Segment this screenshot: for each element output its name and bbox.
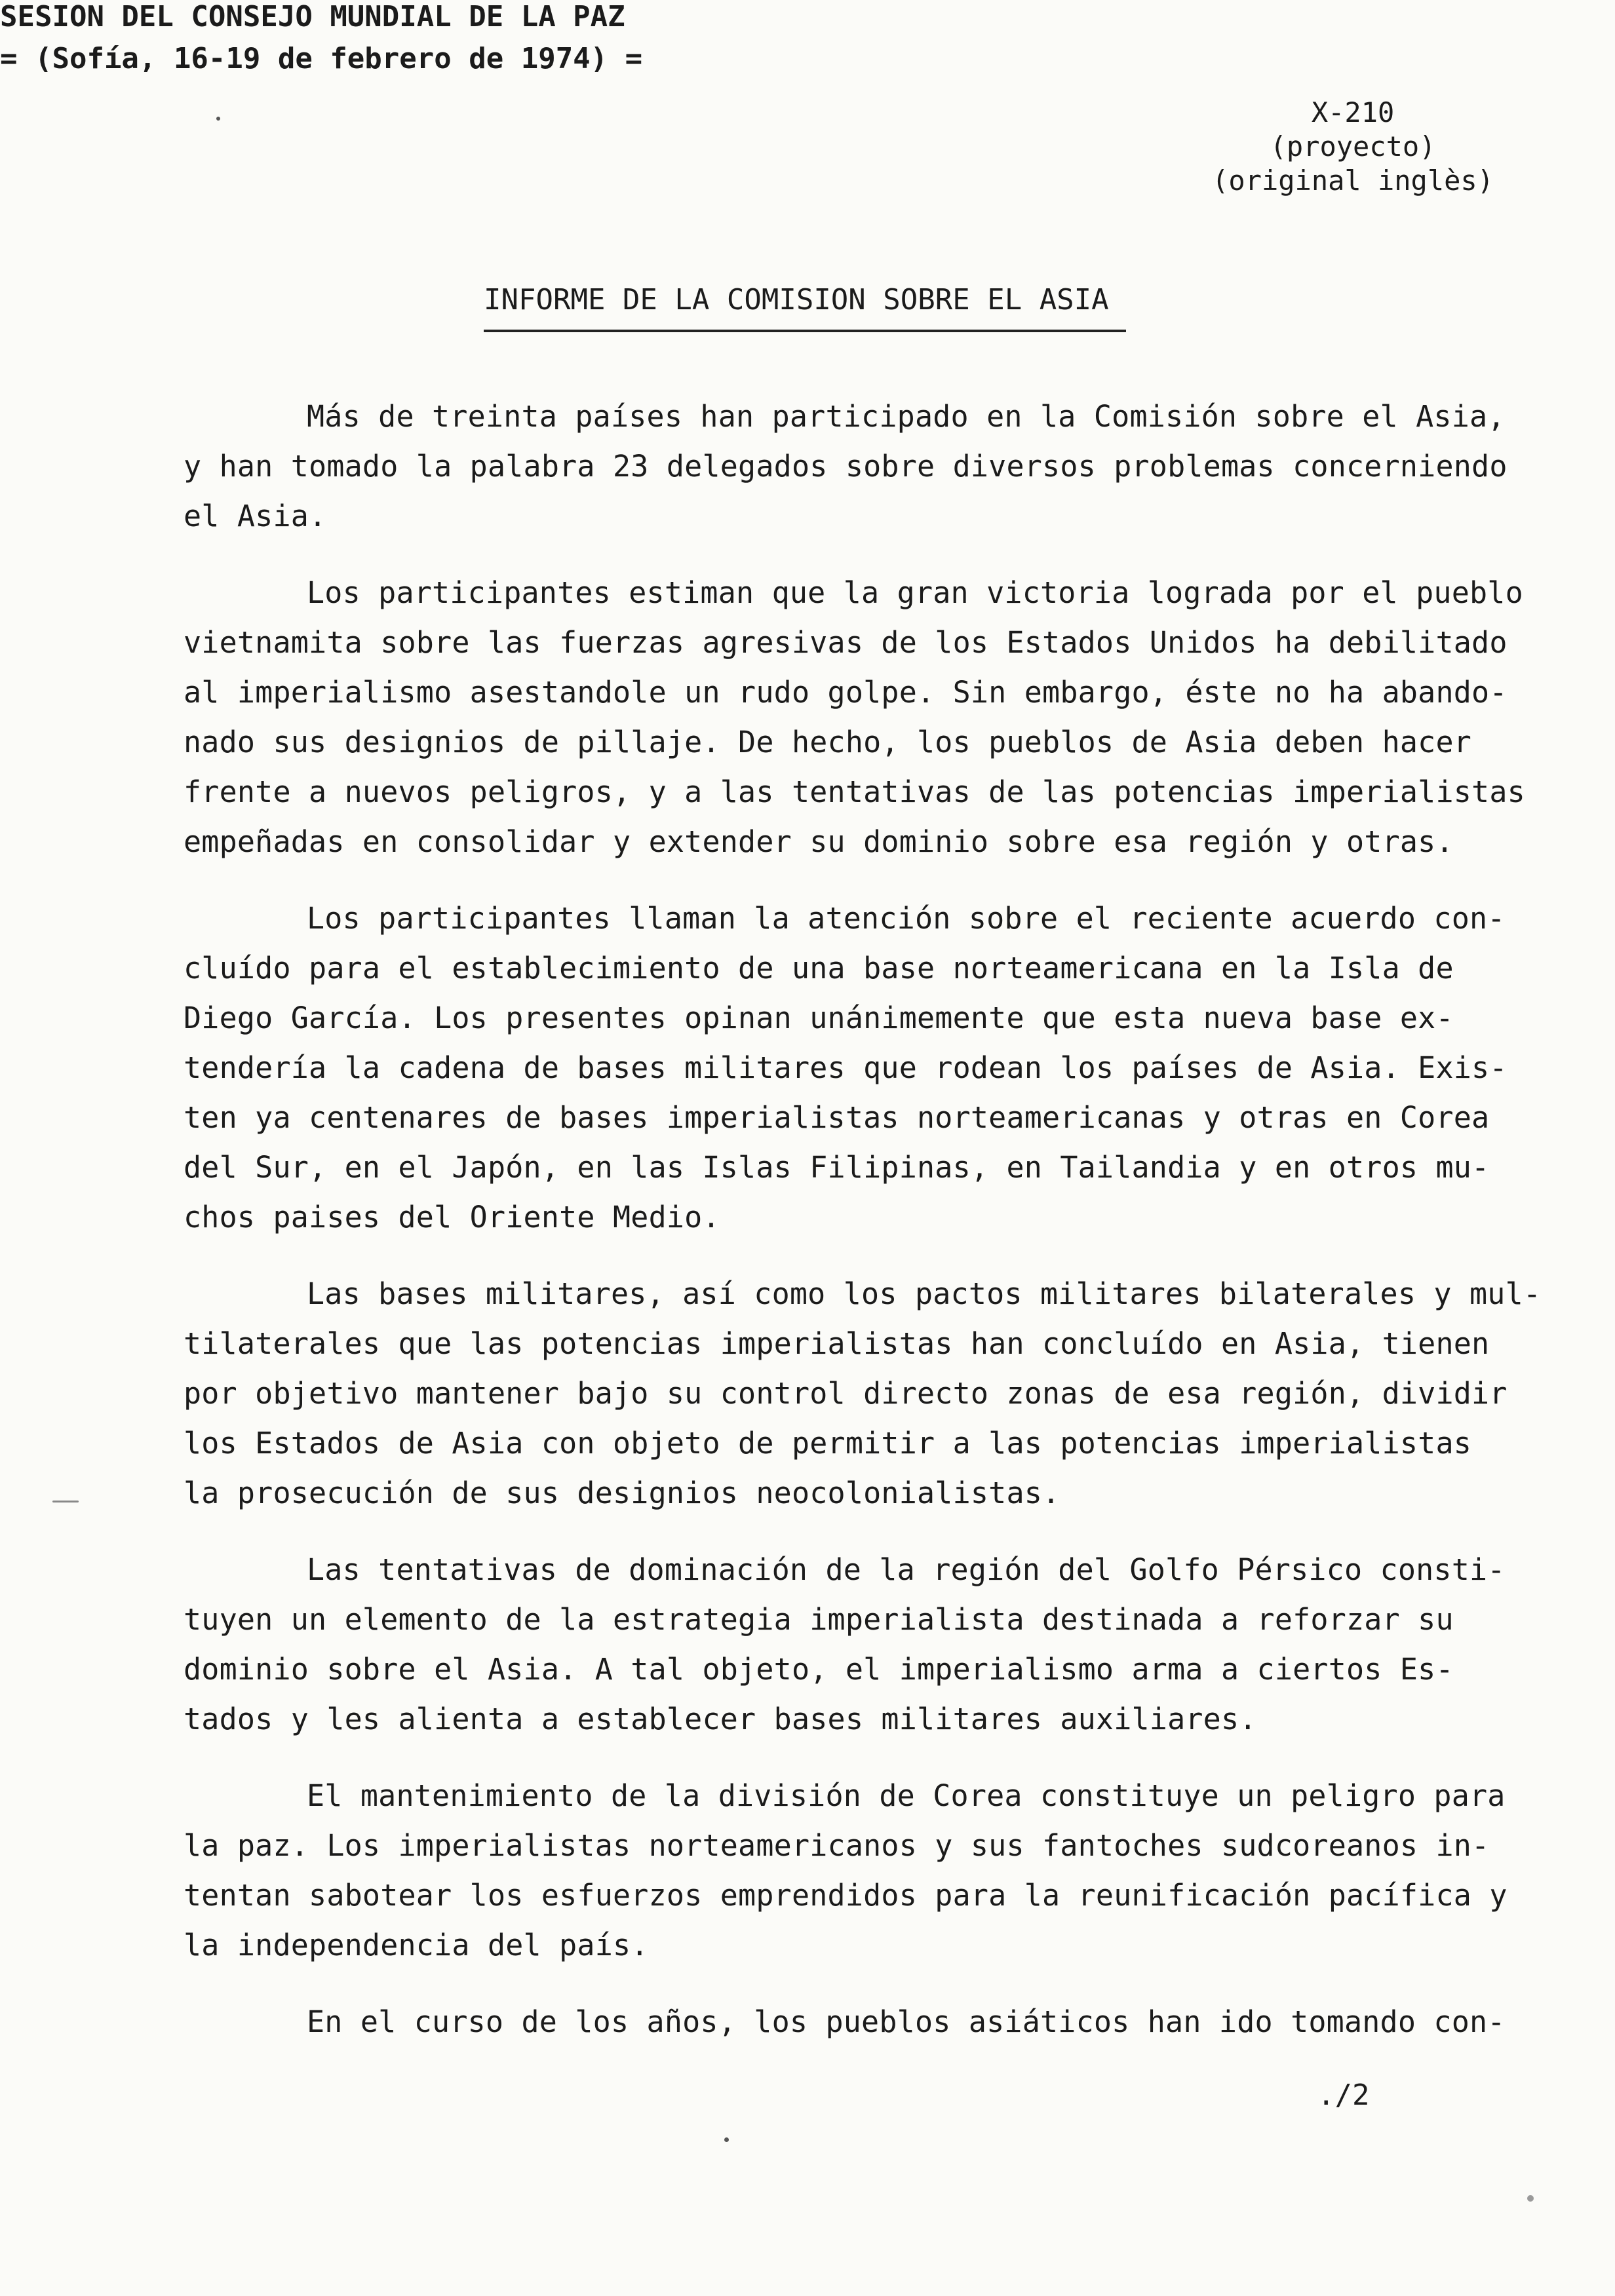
paragraph-line: al imperialismo asestandole un rudo golpe. Sin embargo, éste no ha abando- bbox=[184, 675, 1508, 710]
paragraph-line: los Estados de Asia con objeto de permitir a las potencias imperialistas bbox=[184, 1426, 1472, 1461]
paragraph-line: la independencia del país. bbox=[184, 1928, 649, 1962]
paragraph-line: El mantenimiento de la división de Corea constituye un peligro para bbox=[307, 1778, 1506, 1813]
paragraph-line: la paz. Los imperialistas norteamericanos y sus fantoches sudcoreanos in- bbox=[184, 1828, 1490, 1863]
session-header bbox=[0, 0, 1615, 76]
paragraph-line: Más de treinta países han participado en la Comisión sobre el Asia, bbox=[307, 399, 1506, 434]
original-language-note: (original inglès) bbox=[1212, 164, 1494, 197]
report-title: INFORME DE LA COMISION SOBRE EL ASIA bbox=[484, 283, 1109, 316]
paragraph-line: tentan sabotear los esfuerzos emprendidos para la reunificación pacífica y bbox=[184, 1878, 1508, 1913]
paragraph-line: chos paises del Oriente Medio. bbox=[184, 1200, 720, 1234]
paragraph-line: empeñadas en consolidar y extender su dominio sobre esa región y otras. bbox=[184, 824, 1454, 859]
session-title: SESION DEL CONSEJO MUNDIAL DE LA PAZ bbox=[0, 0, 625, 33]
body-paragraph bbox=[184, 1997, 1547, 2047]
body-paragraph bbox=[184, 1771, 1547, 1970]
paragraph-line: Las tentativas de dominación de la región del Golfo Pérsico consti- bbox=[307, 1552, 1506, 1587]
paragraph-line: por objetivo mantener bajo su control directo zonas de esa región, dividir bbox=[184, 1376, 1508, 1411]
paragraph-line: dominio sobre el Asia. A tal objeto, el imperialismo arma a ciertos Es- bbox=[184, 1652, 1454, 1687]
paragraph-line: el Asia. bbox=[184, 499, 327, 533]
paragraph-line: tendería la cadena de bases militares que rodean los países de Asia. Exis- bbox=[184, 1050, 1508, 1085]
paragraph-line: Los participantes llaman la atención sobre el reciente acuerdo con- bbox=[307, 901, 1506, 936]
paragraph-line: En el curso de los años, los pueblos asiáticos han ido tomando con- bbox=[307, 2004, 1506, 2039]
paragraph-line: cluído para el establecimiento de una base norteamericana en la Isla de bbox=[184, 951, 1454, 985]
report-body bbox=[184, 392, 1547, 2074]
paragraph-line: la prosecución de sus designios neocolonialistas. bbox=[184, 1476, 1060, 1510]
paragraph-line: Diego García. Los presentes opinan unánimemente que esta nueva base ex- bbox=[184, 1001, 1454, 1035]
paragraph-line: frente a nuevos peligros, y a las tentativas de las potencias imperialistas bbox=[184, 775, 1525, 809]
body-paragraph bbox=[184, 568, 1547, 867]
body-paragraph bbox=[184, 1545, 1547, 1744]
document-reference bbox=[1212, 96, 1494, 198]
paragraph-line: tados y les alienta a establecer bases militares auxiliares. bbox=[184, 1702, 1257, 1736]
paragraph-line: nado sus designios de pillaje. De hecho, los pueblos de Asia deben hacer bbox=[184, 725, 1472, 759]
page-continuation-marker: ./2 bbox=[1317, 2078, 1370, 2112]
scan-speck bbox=[1527, 2195, 1534, 2202]
title-underline bbox=[484, 330, 1126, 332]
document-status: (proyecto) bbox=[1270, 130, 1436, 163]
paragraph-line: vietnamita sobre las fuerzas agresivas de los Estados Unidos ha debilitado bbox=[184, 625, 1508, 660]
scan-speck bbox=[724, 2137, 729, 2142]
paragraph-line: del Sur, en el Japón, en las Islas Filipinas, en Tailandia y en otros mu- bbox=[184, 1150, 1490, 1185]
paragraph-line: tilaterales que las potencias imperialistas han concluído en Asia, tienen bbox=[184, 1326, 1490, 1361]
paragraph-line: ten ya centenares de bases imperialistas norteamericanas y otras en Corea bbox=[184, 1100, 1490, 1135]
paragraph-line: tuyen un elemento de la estrategia imperialista destinada a reforzar su bbox=[184, 1602, 1454, 1637]
document-code: X-210 bbox=[1311, 96, 1395, 128]
session-dates: = (Sofía, 16-19 de febrero de 1974) = bbox=[0, 42, 643, 75]
paragraph-line: y han tomado la palabra 23 delegados sobre diversos problemas concerniendo bbox=[184, 449, 1508, 484]
body-paragraph bbox=[184, 1269, 1547, 1518]
scan-mark bbox=[52, 1501, 79, 1502]
paragraph-line: Los participantes estiman que la gran victoria lograda por el pueblo bbox=[307, 575, 1523, 610]
scan-speck bbox=[216, 117, 220, 121]
paragraph-line: Las bases militares, así como los pactos militares bilaterales y mul- bbox=[307, 1276, 1542, 1311]
body-paragraph bbox=[184, 392, 1547, 541]
body-paragraph bbox=[184, 894, 1547, 1242]
